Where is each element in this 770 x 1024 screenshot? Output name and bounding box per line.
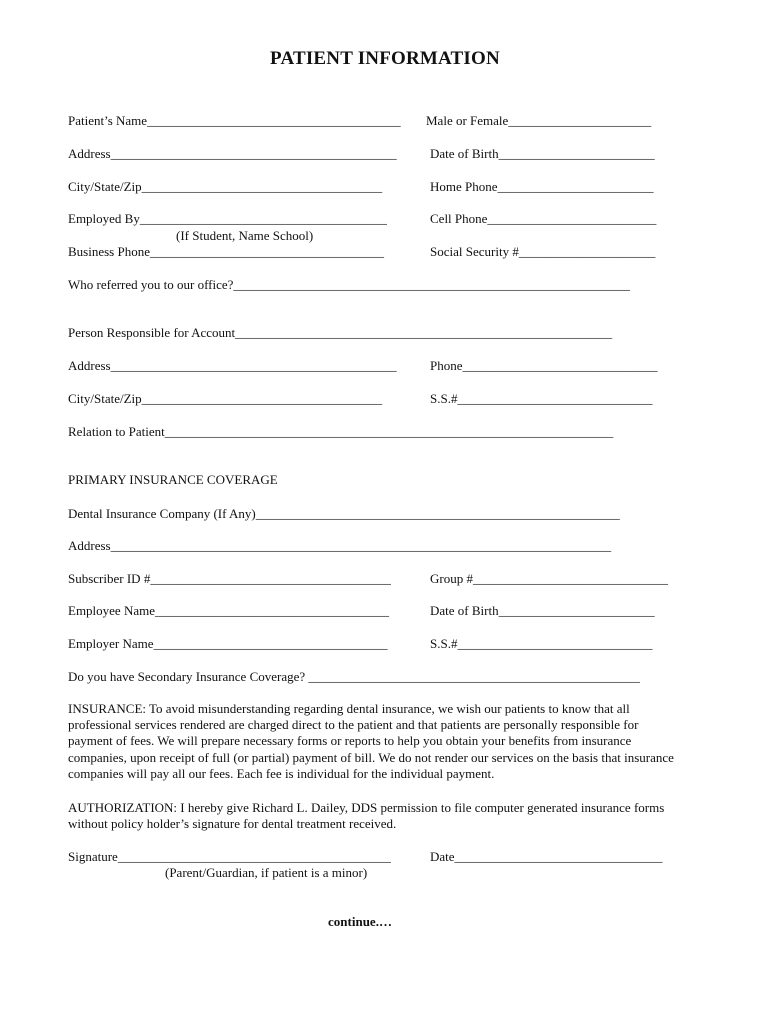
patient-city-state-zip-field[interactable]: City/State/Zip_____________________________________ <box>68 179 383 194</box>
employer-name-field[interactable]: Employer Name____________________________________ <box>68 636 388 651</box>
insurance-section-heading: PRIMARY INSURANCE COVERAGE <box>68 472 278 487</box>
signature-field[interactable]: Signature__________________________________________ <box>68 849 391 864</box>
signature-note: (Parent/Guardian, if patient is a minor) <box>165 865 368 880</box>
employed-by-note: (If Student, Name School) <box>176 228 314 243</box>
dental-insurance-company-field[interactable]: Dental Insurance Company (If Any)________________________________________________________ <box>68 506 620 521</box>
patient-name-field[interactable]: Patient’s Name_______________________________________ <box>68 113 401 128</box>
business-phone-field[interactable]: Business Phone____________________________________ <box>68 244 384 259</box>
date-of-birth-field[interactable]: Date of Birth________________________ <box>430 146 655 161</box>
employer-ss-field[interactable]: S.S.#______________________________ <box>430 636 653 651</box>
subscriber-id-field[interactable]: Subscriber ID #_____________________________________ <box>68 571 391 586</box>
group-number-field[interactable]: Group #______________________________ <box>430 571 668 586</box>
employee-date-of-birth-field[interactable]: Date of Birth________________________ <box>430 603 655 618</box>
social-security-field[interactable]: Social Security #_____________________ <box>430 244 656 259</box>
responsible-address-field[interactable]: Address____________________________________________ <box>68 358 397 373</box>
employed-by-field[interactable]: Employed By______________________________________ <box>68 211 387 226</box>
person-responsible-field[interactable]: Person Responsible for Account__________________________________________________________ <box>68 325 613 340</box>
page-title: PATIENT INFORMATION <box>270 48 500 69</box>
sex-field[interactable]: Male or Female______________________ <box>426 113 652 128</box>
continue-label: continue.… <box>328 914 392 929</box>
authorization-statement: AUTHORIZATION: I hereby give Richard L. Dailey, DDS permission to file computer generated insurance forms without policy holder’s signature for dental treatment received. <box>68 800 665 832</box>
cell-phone-field[interactable]: Cell Phone__________________________ <box>430 211 657 226</box>
signature-date-field[interactable]: Date________________________________ <box>430 849 663 864</box>
relation-to-patient-field[interactable]: Relation to Patient_____________________________________________________________________ <box>68 424 614 439</box>
referred-by-field[interactable]: Who referred you to our office?_____________________________________________________________ <box>68 277 630 292</box>
home-phone-field[interactable]: Home Phone________________________ <box>430 179 654 194</box>
responsible-city-state-zip-field[interactable]: City/State/Zip_____________________________________ <box>68 391 383 406</box>
insurance-address-field[interactable]: Address_____________________________________________________________________________ <box>68 538 612 553</box>
secondary-insurance-field[interactable]: Do you have Secondary Insurance Coverage? ___________________________________________________ <box>68 669 640 684</box>
patient-address-field[interactable]: Address____________________________________________ <box>68 146 397 161</box>
insurance-notice: INSURANCE: To avoid misunderstanding regarding dental insurance, we wish our patients to know that all professional services rendered are charged direct to the patient and that patients are personally responsible for payment of fees. We will prepare necessary forms or reports to help you obtain your benefits from insurance companies, upon receipt of full (or partial) payment of bill. We do not render our services on the basis that insurance companies will pay all our fees. Each fee is individual for the individual payment. <box>68 701 674 781</box>
responsible-ss-field[interactable]: S.S.#______________________________ <box>430 391 653 406</box>
employee-name-field[interactable]: Employee Name____________________________________ <box>68 603 389 618</box>
responsible-phone-field[interactable]: Phone______________________________ <box>430 358 658 373</box>
